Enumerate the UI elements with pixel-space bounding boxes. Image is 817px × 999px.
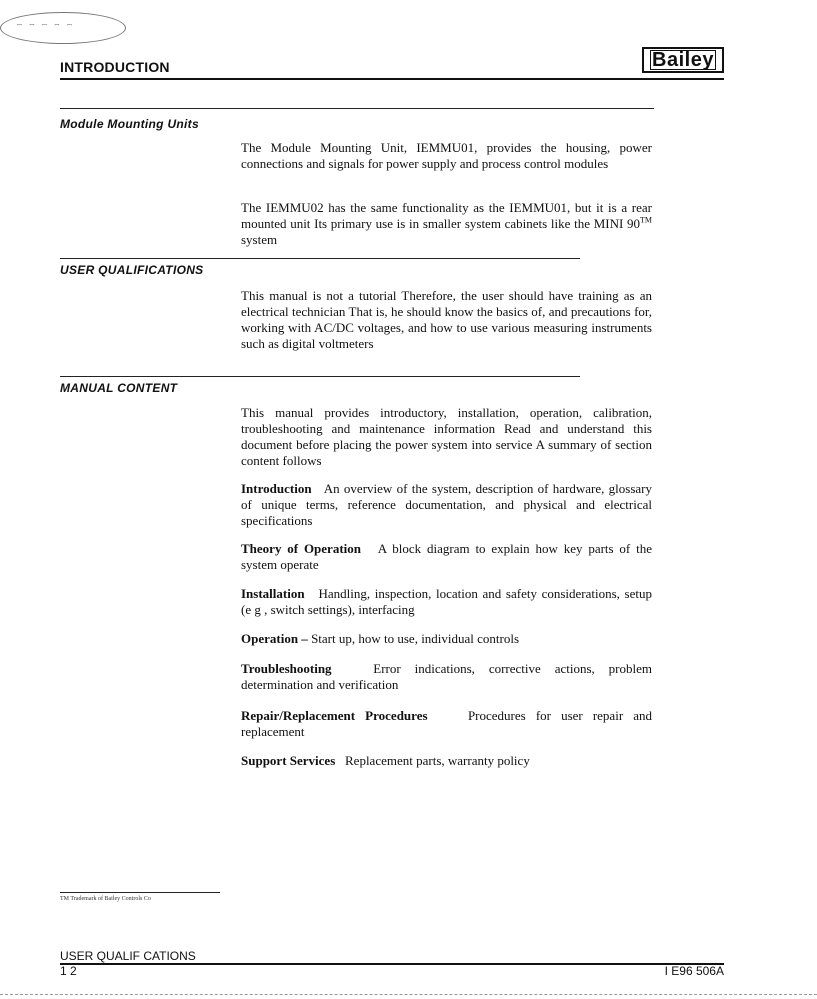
header-section-title: INTRODUCTION bbox=[60, 59, 170, 75]
document-stamp bbox=[0, 12, 126, 44]
content-item-term: Installation bbox=[241, 586, 305, 601]
content-item-desc: Error indications, corrective actions, problem determination and verification bbox=[241, 661, 652, 692]
bailey-logo-text: Bailey bbox=[652, 49, 714, 71]
paragraph-user-qualifications: This manual is not a tutorial Therefore, the user should have training as an electrical technician That is, he should know the basics of, and precautions for, working with AC/DC voltages, and how to use various measuring instruments such as digital voltmeters bbox=[241, 288, 652, 351]
section-heading-user-qualifications: USER QUALIFICATIONS bbox=[60, 263, 204, 277]
content-item-troubleshooting bbox=[241, 661, 652, 693]
header-rule bbox=[60, 78, 724, 80]
footer-page-number: 1 2 bbox=[60, 964, 77, 978]
section-heading-manual-content: MANUAL CONTENT bbox=[60, 381, 178, 395]
content-item-theory-of-operation bbox=[241, 541, 652, 573]
content-item-desc: Handling, inspection, location and safety considerations, setup (e g , switch settings), interfacing bbox=[241, 586, 652, 617]
footer-document-number: I E96 506A bbox=[664, 964, 724, 978]
section-rule bbox=[60, 258, 580, 259]
content-item-desc: A block diagram to explain how key parts of the system operate bbox=[241, 541, 652, 572]
paragraph-mmu02-tail: system bbox=[241, 232, 278, 247]
bailey-logo bbox=[642, 47, 724, 73]
paragraph-mmu02-text: The IEMMU02 has the same functionality as the IEMMU01, but it is a rear mounted unit Its primary use is in smaller system cabinets like the MINI 90 bbox=[241, 200, 652, 231]
content-item-term: Introduction bbox=[241, 481, 312, 496]
content-item-desc: Replacement parts, warranty policy bbox=[345, 753, 530, 768]
content-item-term: Troubleshooting bbox=[241, 661, 332, 676]
page-edge-line bbox=[0, 994, 817, 995]
content-item-desc: An overview of the system, description of hardware, glossary of unique terms, reference documentation, and physical and electrical specifications bbox=[241, 481, 652, 528]
content-item-support-services bbox=[241, 753, 652, 769]
trademark-footnote: TM Trademark of Bailey Controls Co bbox=[60, 896, 151, 902]
content-item-desc: Start up, how to use, individual controls bbox=[311, 631, 520, 646]
footer-rule bbox=[60, 963, 724, 965]
stamp-text: ꟷ ꟷ ꟷ ꟷ ꟷ bbox=[17, 22, 74, 29]
footnote-rule bbox=[60, 892, 220, 893]
content-item-installation bbox=[241, 586, 652, 618]
content-item-operation bbox=[241, 631, 652, 647]
paragraph-mmu02 bbox=[241, 200, 652, 248]
content-item-term: Theory of Operation bbox=[241, 541, 361, 556]
content-item-term: Operation – bbox=[241, 631, 308, 646]
paragraph-mmu01: The Module Mounting Unit, IEMMU01, provides the housing, power connections and signals for power supply and process control modules bbox=[241, 140, 652, 171]
section-rule bbox=[60, 376, 580, 377]
content-item-term: Support Services bbox=[241, 753, 336, 768]
footer-section-title: USER QUALIF CATIONS bbox=[60, 949, 196, 963]
content-item-introduction bbox=[241, 481, 652, 529]
content-item-desc: Procedures for user repair and replacement bbox=[241, 708, 653, 739]
section-rule bbox=[60, 108, 654, 109]
content-item-term: Repair/Replacement Procedures bbox=[241, 708, 428, 723]
paragraph-manual-content-intro: This manual provides introductory, installation, operation, calibration, troubleshooting and maintenance information Read and understand this document before placing the power system into service A summary of section content follows bbox=[241, 405, 652, 468]
section-heading-module-mounting-units: Module Mounting Units bbox=[60, 117, 199, 131]
content-item-repair-replacement bbox=[241, 708, 652, 740]
trademark-mark: TM bbox=[640, 215, 652, 225]
